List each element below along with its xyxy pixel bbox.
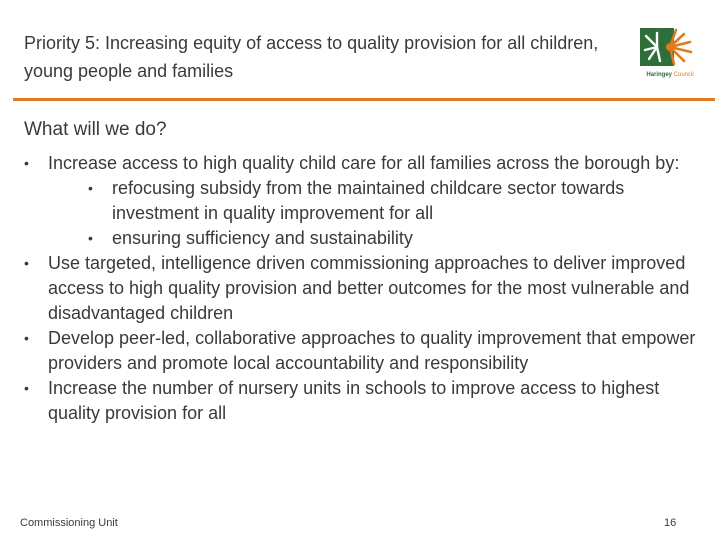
slide-title: Priority 5: Increasing equity of access to quality provision for all children, young people and families xyxy=(24,33,599,81)
bullet-glyph: • xyxy=(24,255,29,271)
list-item-text: Use targeted, intelligence driven commissioning approaches to deliver improved access to high quality provision and better outcomes for the most vulnerable and disadvantaged children xyxy=(48,253,690,323)
list-item xyxy=(24,251,704,326)
bullet-list xyxy=(24,151,704,426)
bullet-glyph: • xyxy=(88,230,93,246)
sub-list-item-text: ensuring sufficiency and sustainability xyxy=(112,228,413,248)
sub-list-item-text: refocusing subsidy from the maintained childcare sector towards investment in quality improvement for all xyxy=(112,178,625,223)
bullet-glyph: • xyxy=(88,180,93,196)
bullet-glyph: • xyxy=(24,155,29,171)
list-item xyxy=(24,326,704,376)
list-item-text: Increase access to high quality child care for all families across the borough by: xyxy=(48,153,680,173)
list-item xyxy=(24,151,704,176)
header-divider xyxy=(13,98,715,101)
haringey-council-logo-icon xyxy=(636,26,704,72)
list-item-text: Increase the number of nursery units in schools to improve access to highest quality provision for all xyxy=(48,378,660,423)
logo-org-name: Haringey xyxy=(646,72,672,78)
sub-list-item xyxy=(24,176,704,226)
bullet-glyph: • xyxy=(24,380,29,396)
section-heading: What will we do? xyxy=(24,119,167,140)
page-number: 16 xyxy=(664,517,677,529)
logo-org-suffix: Council xyxy=(673,72,694,78)
list-item-text: Develop peer-led, collaborative approaches to quality improvement that empower providers and promote local accountability and responsibility xyxy=(48,328,696,373)
footer-label: Commissioning Unit xyxy=(20,517,118,529)
list-item xyxy=(24,376,704,426)
bullet-glyph: • xyxy=(24,330,29,346)
sub-list-item xyxy=(24,226,704,251)
logo-wordmark xyxy=(636,72,704,78)
haringey-council-logo xyxy=(636,26,704,84)
